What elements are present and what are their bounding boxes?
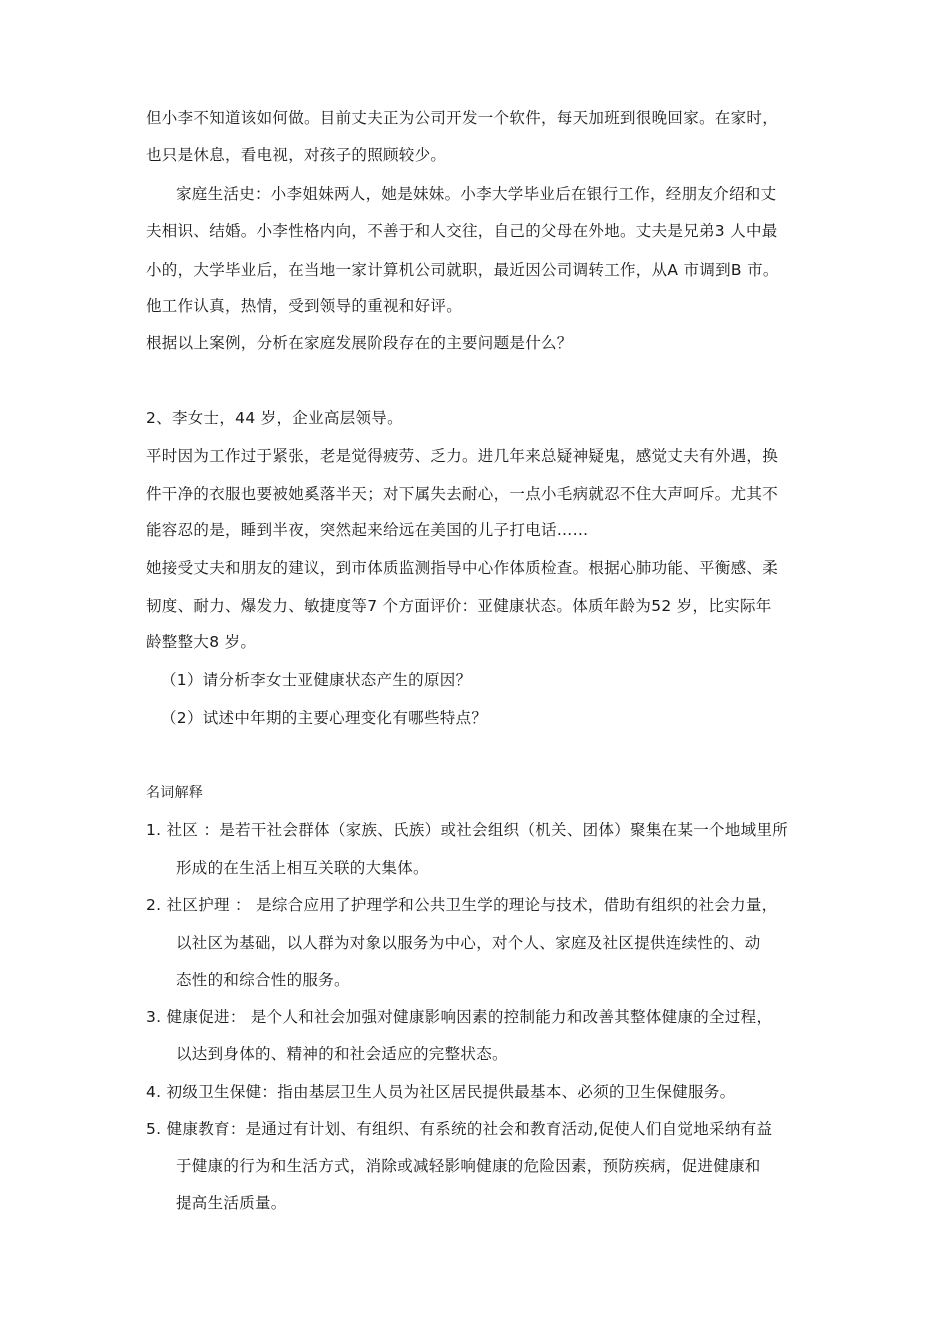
case2-line: 能容忍的是，睡到半夜，突然起来给远在美国的儿子打电话…… (146, 521, 589, 539)
glossary-item-cont: 提高生活质量。 (176, 1194, 287, 1212)
case2-line: 龄整整大8 岁。 (146, 633, 257, 651)
case2-line: 平时因为工作过于紧张，老是觉得疲劳、乏力。进几年来总疑神疑鬼，感觉丈夫有外遇，换 (146, 447, 779, 465)
case2-line: 她接受丈夫和朋友的建议，到市体质监测指导中心作体质检查。根据心肺功能、平衡感、柔 (146, 559, 779, 577)
case1-line: 但小李不知道该如何做。目前丈夫正为公司开发一个软件，每天加班到很晚回家。在家时， (146, 109, 779, 127)
glossary-item: 5. 健康教育：是通过有计划、有组织、有系统的社会和教育活动,促使人们自觉地采纳有益 (146, 1120, 773, 1138)
case2-line: 件干净的衣服也要被她奚落半天；对下属失去耐心，一点小毛病就忍不住大声呵斥。尤其不 (146, 485, 779, 503)
glossary-item: 4. 初级卫生保健：指由基层卫生人员为社区居民提供最基本、必须的卫生保健服务。 (146, 1083, 736, 1101)
glossary-item-cont: 态性的和综合性的服务。 (176, 971, 350, 989)
case2-line: 韧度、耐力、爆发力、敏捷度等7 个方面评价：亚健康状态。体质年龄为52 岁，比实际年 (146, 597, 772, 615)
glossary-item-cont: 以社区为基础，以人群为对象以服务为中心，对个人、家庭及社区提供连续性的、动 (176, 934, 761, 952)
glossary-item-cont: 以达到身体的、精神的和社会适应的完整状态。 (176, 1045, 508, 1063)
glossary-item-cont: 形成的在生活上相互关联的大集体。 (176, 859, 429, 877)
glossary-item: 1. 社区 ：是若干社会群体（家族、氏族）或社会组织（机关、团体）聚集在某一个地域里所 (146, 821, 789, 839)
case1-line: 夫相识、结婚。小李性格内向，不善于和人交往，自己的父母在外地。丈夫是兄弟3 人中最 (146, 222, 778, 240)
glossary-heading: 名词解释 (146, 785, 204, 801)
case2-heading: 2、李女士，44 岁，企业高层领导。 (146, 409, 403, 427)
case1-line: 家庭生活史：小李姐妹两人，她是妹妹。小李大学毕业后在银行工作，经朋友介绍和丈 (176, 185, 777, 203)
glossary-item: 2. 社区护理 ： 是综合应用了护理学和公共卫生学的理论与技术，借助有组织的社会力量， (146, 896, 778, 914)
glossary-item-cont: 于健康的行为和生活方式，消除或减轻影响健康的危险因素，预防疾病，促进健康和 (176, 1157, 761, 1175)
case1-line: 他工作认真，热情，受到领导的重视和好评。 (146, 297, 463, 315)
case1-line: 也只是休息，看电视，对孩子的照顾较少。 (146, 146, 447, 164)
glossary-item: 3. 健康促进： 是个人和社会加强对健康影响因素的控制能力和改善其整体健康的全过程， (146, 1008, 773, 1026)
case2-question: （2）试述中年期的主要心理变化有哪些特点？ (161, 709, 488, 727)
case2-question: （1）请分析李女士亚健康状态产生的原因？ (161, 671, 472, 689)
case1-question: 根据以上案例，分析在家庭发展阶段存在的主要问题是什么？ (146, 334, 573, 352)
case1-line: 小的，大学毕业后，在当地一家计算机公司就职，最近因公司调转工作，从A 市调到B 市。 (146, 261, 779, 279)
